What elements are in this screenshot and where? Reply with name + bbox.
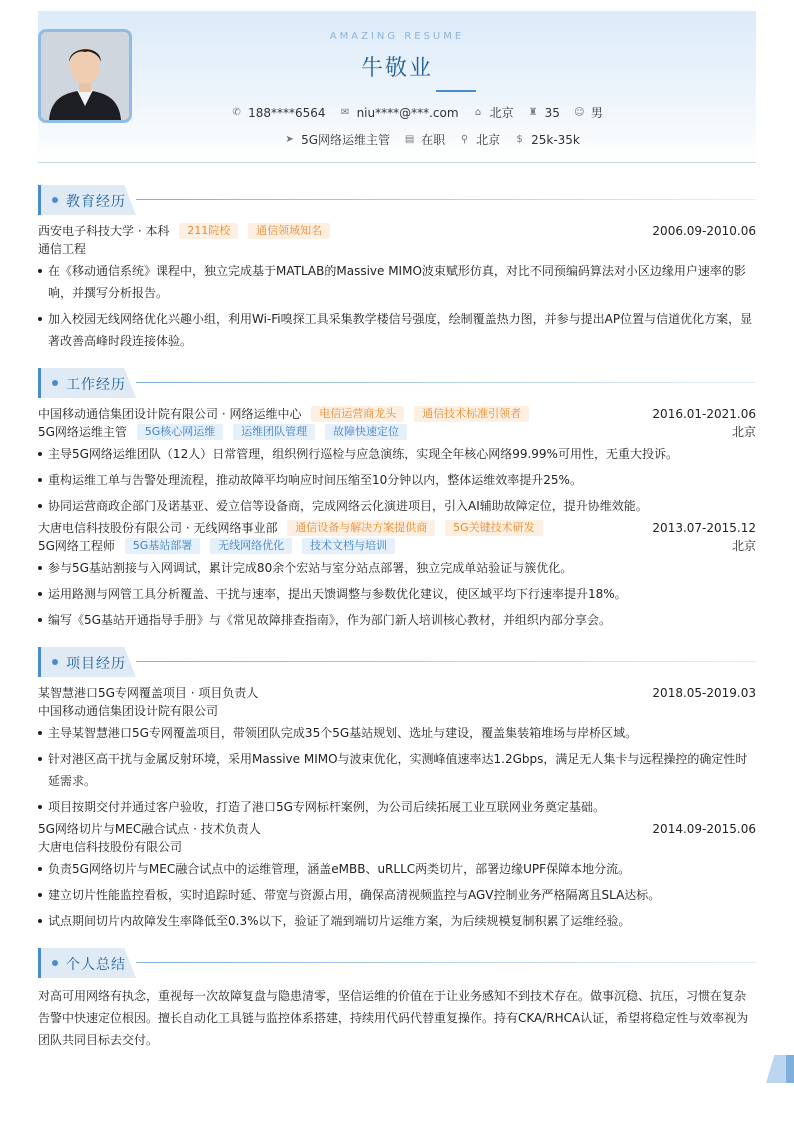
company-tag: 电信运营商龙头: [311, 406, 404, 422]
company-tag: 通信设备与解决方案提供商: [287, 520, 435, 536]
work-bullets: [38, 443, 756, 517]
project-entry: [38, 684, 756, 822]
phone-icon: ✆: [232, 107, 241, 118]
info-text: 188****6564: [248, 105, 326, 120]
mail-icon: ✉: [340, 107, 350, 118]
info-text: 北京: [476, 133, 501, 147]
role-line: [38, 537, 756, 555]
skill-tag: 运维团队管理: [233, 424, 315, 440]
work-date: 2013.07-2015.12: [652, 521, 756, 535]
company-name: 大唐电信科技股份有限公司 · 无线网络事业部: [38, 521, 278, 535]
summary-text: 对高可用网络有执念，重视每一次故障复盘与隐患清零，坚信运维的价值在于让业务感知不到技术存在。做事沉稳、抗压，习惯在复杂告警中快速定位根因。擅长自动化工具链与监控体系搭建，持续用代码代替重复操作。持有CKA/RHCA认证，希望将稳定性与效率视为团队共同目标去交付。: [38, 989, 749, 1047]
info-text: 男: [590, 106, 603, 120]
work-date: 2016.01-2021.06: [652, 407, 756, 421]
age-icon: ♜: [528, 107, 538, 118]
education-header-line: [38, 222, 756, 240]
section-divider: [136, 962, 756, 963]
skill-tag: 技术文档与培训: [302, 538, 395, 554]
job-title: 5G网络运维主管: [38, 425, 127, 439]
work-bullets: [38, 557, 756, 631]
section-education: [38, 185, 756, 215]
list-item: 参与5G基站割接与入网调试，累计完成80余个宏站与室分站点部署，独立完成单站验证与簇优化。: [38, 557, 756, 579]
project-bullets: [38, 722, 756, 818]
project-date: 2018.05-2019.03: [652, 686, 756, 700]
major: 通信工程: [38, 242, 87, 256]
education-bullets: [38, 260, 756, 352]
project-title: 5G网络切片与MEC融合试点 · 技术负责人: [38, 822, 261, 836]
status-icon: ▤: [404, 134, 415, 145]
skill-tag: 5G核心网运维: [137, 424, 224, 440]
bullet-dot-icon: [52, 960, 58, 966]
list-item: 编写《5G基站开通指导手册》与《常见故障排查指南》，作为部门新人培训核心教材，并组织内部分享会。: [38, 609, 756, 631]
work-city: 北京: [731, 425, 756, 439]
bullet-dot-icon: [52, 197, 58, 203]
info-text: 北京: [489, 106, 514, 120]
home-icon: ⌂: [474, 107, 482, 118]
list-item: 重构运维工单与告警处理流程，推动故障平均响应时间压缩至10分钟以内，整体运维效率提升25%。: [38, 469, 756, 491]
project-org: 中国移动通信集团设计院有限公司: [38, 704, 219, 718]
school-tag: 211院校: [179, 223, 238, 239]
project-org: 大唐电信科技股份有限公司: [38, 840, 183, 854]
list-item: 协同运营商政企部门及诺基亚、爱立信等设备商，完成网络云化演进项目，引入AI辅助故障定位，提升协维效能。: [38, 495, 756, 517]
skill-tag: 无线网络优化: [210, 538, 292, 554]
project-header-line: [38, 820, 756, 838]
info-item: [473, 104, 514, 121]
company-name: 中国移动通信集团设计院有限公司 · 网络运维中心: [38, 407, 302, 421]
section-divider: [136, 382, 756, 383]
section-divider: [136, 661, 756, 662]
info-text: niu****@***.com: [356, 105, 459, 120]
skill-tag: 5G基站部署: [125, 538, 201, 554]
salary-icon: $: [516, 134, 523, 145]
name-underline: [436, 90, 476, 92]
info-text: 在职: [421, 133, 446, 147]
bullet-dot-icon: [52, 380, 58, 386]
info-item: [284, 131, 390, 148]
project-bullets: [38, 858, 756, 932]
list-item: 主导5G网络运维团队（12人）日常管理，组织例行巡检与应急演练，实现全年核心网络99.99%可用性，无重大投诉。: [38, 443, 756, 465]
job-intent-row: [38, 131, 756, 148]
company-tag: 通信技术标准引领者: [414, 406, 529, 422]
section-title: 个人总结: [66, 957, 126, 973]
project-entry: [38, 820, 756, 936]
info-item: [340, 106, 459, 120]
role-line: [38, 423, 756, 441]
section-summary: [38, 948, 756, 978]
work-city: 北京: [731, 539, 756, 553]
list-item: 主导某智慧港口5G专网覆盖项目，带领团队完成35个5G基站规划、选址与建设，覆盖集装箱堆场与岸桥区域。: [38, 722, 756, 744]
project-title: 某智慧港口5G专网覆盖项目 · 项目负责人: [38, 686, 259, 700]
work-entry: [38, 519, 756, 635]
location-icon: ⚲: [460, 134, 469, 145]
contact-info-row: [38, 104, 756, 121]
section-title: 工作经历: [66, 377, 126, 393]
section-title: 项目经历: [66, 656, 126, 672]
section-projects: [38, 647, 756, 677]
list-item: 加入校园无线网络优化兴趣小组，利用Wi-Fi嗅探工具采集教学楼信号强度，绘制覆盖热力图，并参与提出AP位置与信道优化方案，显著改善高峰时段连接体验。: [38, 308, 756, 352]
section-divider: [136, 199, 756, 200]
work-entry: [38, 405, 756, 521]
send-icon: ➤: [285, 134, 294, 145]
list-item: 负责5G网络切片与MEC融合试点中的运维管理，涵盖eMBB、uRLLC两类切片，部署边缘UPF保障本地分流。: [38, 858, 756, 880]
education-date: 2006.09-2010.06: [652, 224, 756, 238]
bullet-dot-icon: [52, 659, 58, 665]
project-date: 2014.09-2015.06: [652, 822, 756, 836]
candidate-name: 牛敬业: [360, 56, 433, 81]
info-text: 5G网络运维主管: [301, 133, 391, 147]
info-item: [459, 131, 500, 148]
section-title: 教育经历: [66, 194, 126, 210]
info-item: [514, 133, 580, 147]
section-work: [38, 368, 756, 398]
list-item: 项目按期交付并通过客户验收，打造了港口5G专网标杆案例，为公司后续拓展工业互联网业务奠定基础。: [38, 796, 756, 818]
info-item: [231, 106, 325, 120]
project-header-line: [38, 684, 756, 702]
school-tag: 通信领域知名: [248, 223, 330, 239]
corner-decoration-bar: [786, 1055, 794, 1083]
company-line: [38, 519, 756, 537]
resume-header: [38, 11, 756, 163]
company-line: [38, 405, 756, 423]
company-tag: 5G关键技术研发: [445, 520, 543, 536]
education-entry: [38, 222, 756, 356]
info-item: [574, 104, 603, 121]
skill-tag: 故障快速定位: [325, 424, 407, 440]
school-name: 西安电子科技大学 · 本科: [38, 224, 170, 238]
list-item: 针对港区高干扰与金属反射环境，采用Massive MIMO与波束优化，实测峰值速率达1.2Gbps，满足无人集卡与远程操控的确定性时延需求。: [38, 748, 756, 792]
info-item: [528, 106, 560, 120]
job-title: 5G网络工程师: [38, 539, 115, 553]
info-text: 35: [544, 105, 560, 120]
resume-tagline: AMAZING RESUME: [329, 31, 465, 42]
info-item: [404, 131, 445, 148]
list-item: 运用路测与网管工具分析覆盖、干扰与速率，提出天馈调整与参数优化建议，使区域平均下行速率提升18%。: [38, 583, 756, 605]
info-text: 25k-35k: [531, 132, 580, 147]
list-item: 建立切片性能监控看板，实时追踪时延、带宽与资源占用，确保高清视频监控与AGV控制业务严格隔离且SLA达标。: [38, 884, 756, 906]
list-item: 试点期间切片内故障发生率降低至0.3%以下，验证了端到端切片运维方案，为后续规模复制积累了运维经验。: [38, 910, 756, 932]
gender-icon: ☺: [574, 107, 585, 118]
list-item: 在《移动通信系统》课程中，独立完成基于MATLAB的Massive MIMO波束赋形仿真，对比不同预编码算法对小区边缘用户速率的影响，并撰写分析报告。: [38, 260, 756, 304]
